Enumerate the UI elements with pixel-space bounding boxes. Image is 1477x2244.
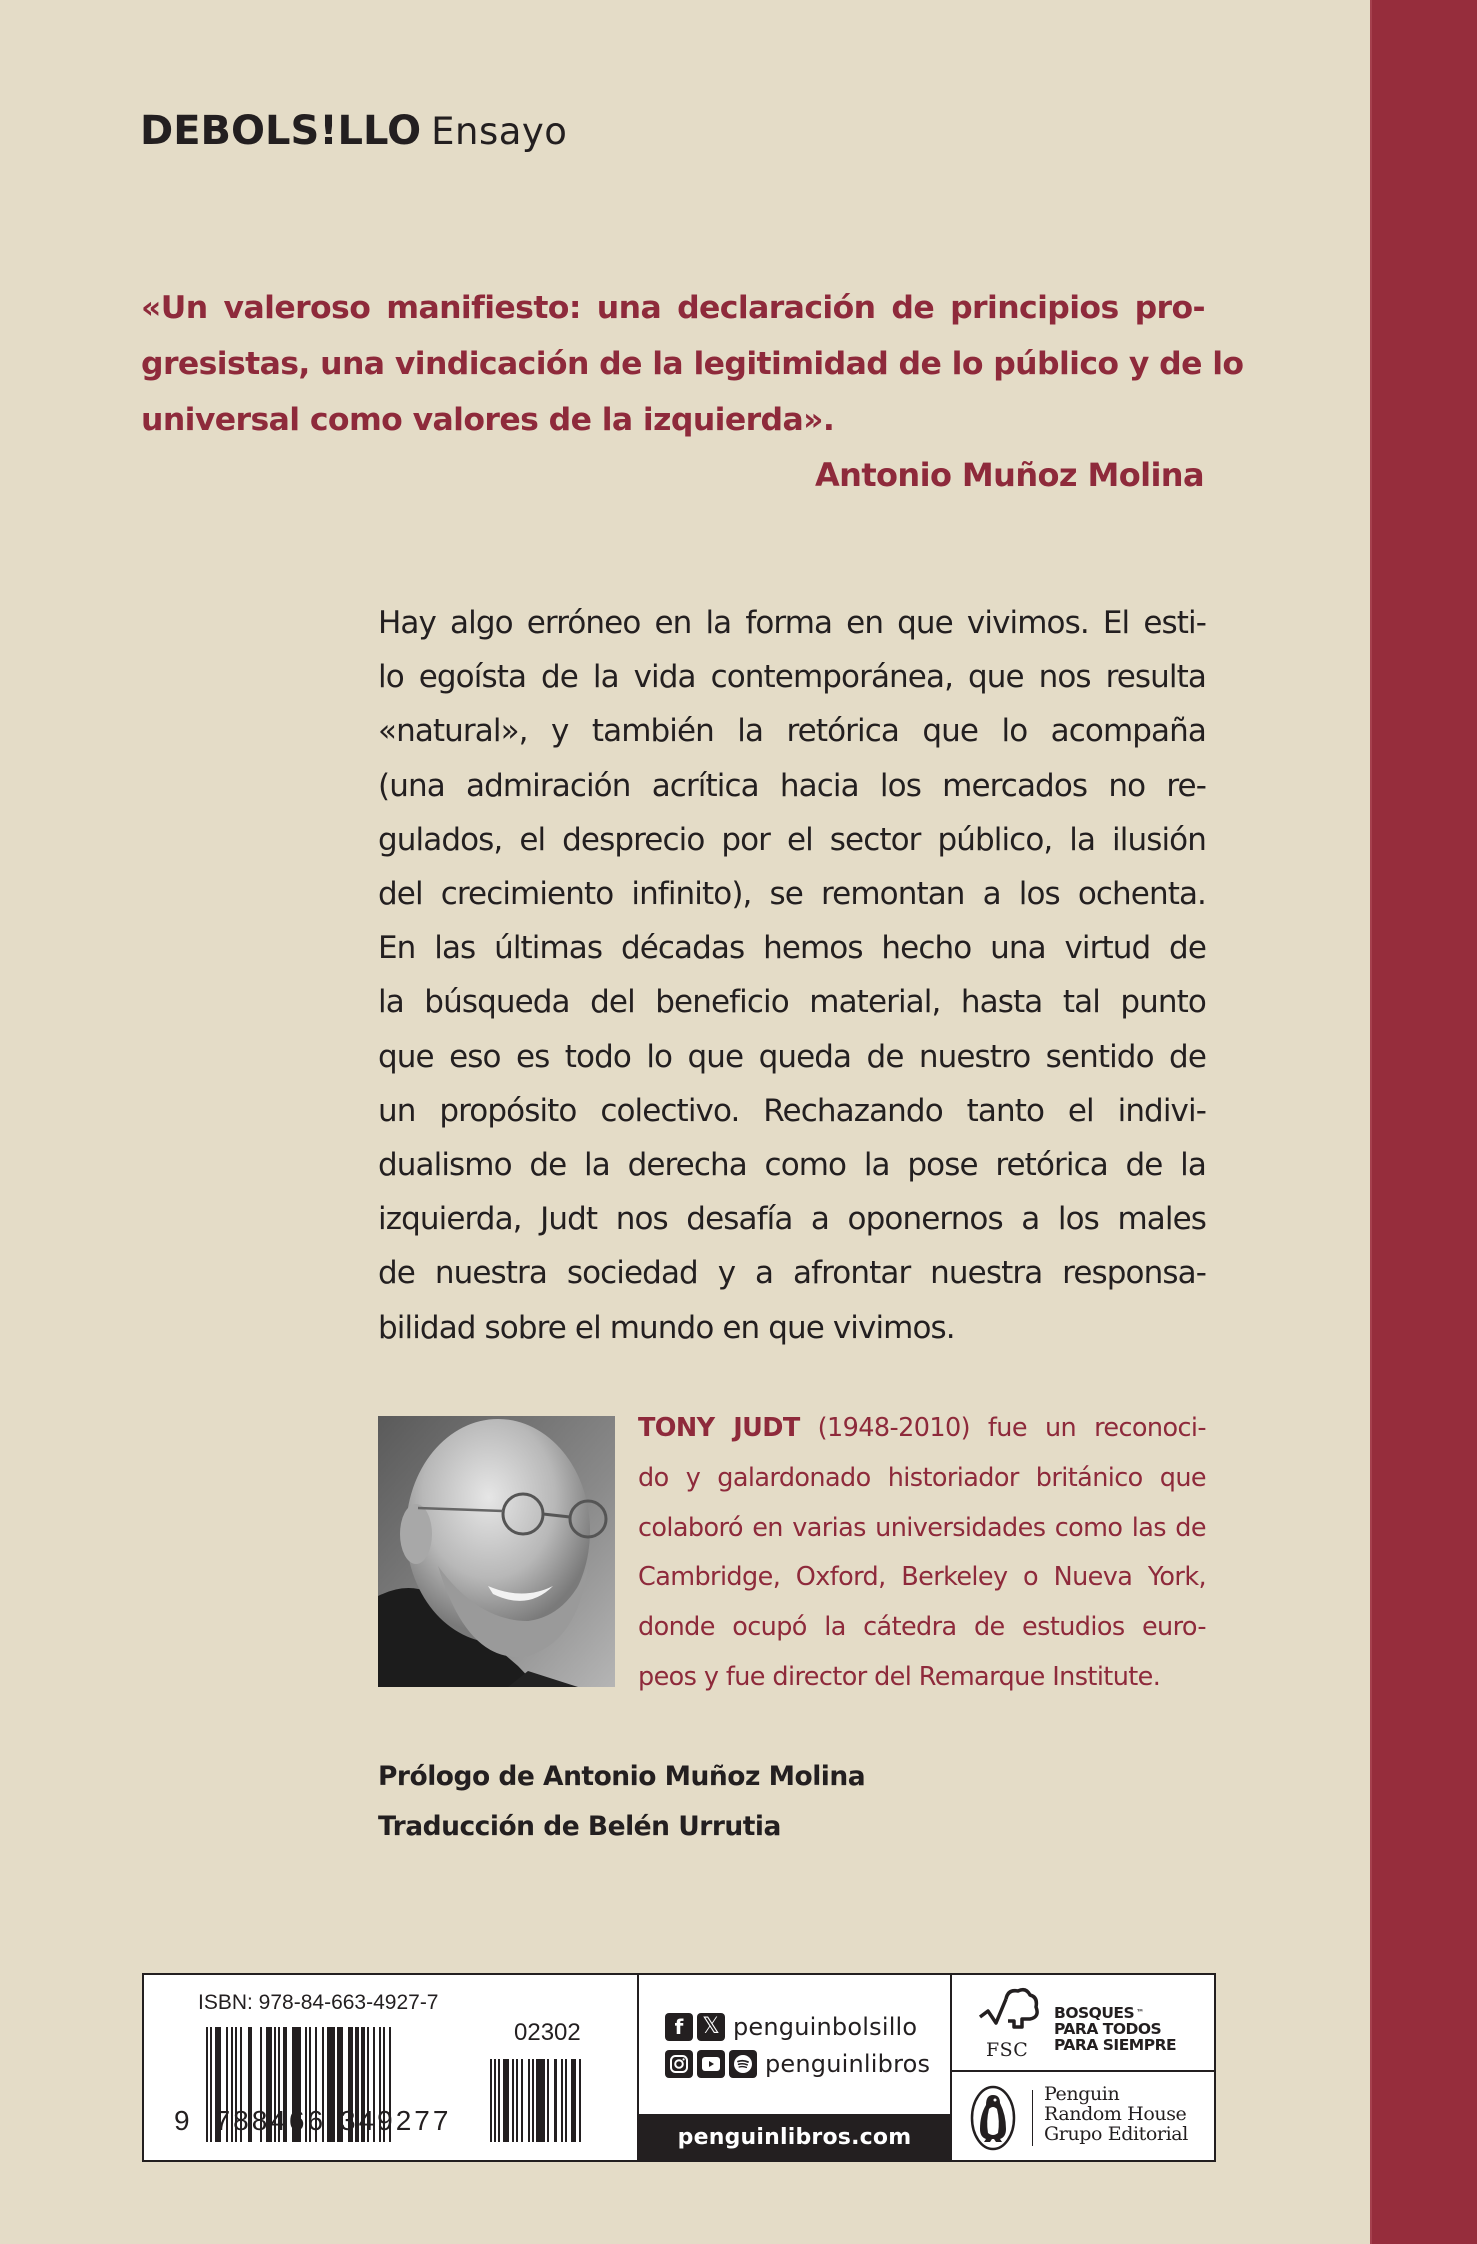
synopsis-line: de nuestra sociedad y a afrontar nuestra responsa- <box>378 1255 1206 1292</box>
social-handle-libros[interactable]: penguinlibros <box>765 2050 931 2078</box>
synopsis-line: bilidad sobre el mundo en que vivimos. <box>378 1309 955 1346</box>
author-portrait-image <box>378 1416 615 1687</box>
prologue-credit: Prólogo de Antonio Muñoz Molina <box>378 1761 866 1792</box>
addon-code: 02302 <box>514 2019 581 2046</box>
quote-line: gresistas, una vindicación de la legitimidad de lo público y de lo <box>141 346 1244 382</box>
isbn-label: ISBN: 978-84-663-4927-7 <box>198 1991 439 2014</box>
isbn-first-digit: 9 <box>174 2105 193 2136</box>
synopsis-line: lo egoísta de la vida contemporánea, que nos resulta <box>378 659 1206 696</box>
blurb-quote <box>141 280 1244 448</box>
bio-line: Cambridge, Oxford, Berkeley o Nueva York, <box>638 1562 1206 1593</box>
isbn-group-1: 788466 <box>214 2105 327 2136</box>
book-spine-stripe <box>1370 0 1477 2244</box>
synopsis-line: (una admiración acrítica hacia los mercados no re- <box>378 767 1206 804</box>
fsc-tree-icon <box>978 1987 1044 2039</box>
website-link[interactable]: penguinlibros.com <box>639 2114 950 2160</box>
author-bio <box>638 1404 1206 1703</box>
bio-line: colaboró en varias universidades como las de <box>638 1512 1206 1543</box>
synopsis-line: En las últimas décadas hemos hecho una virtud de <box>378 930 1206 967</box>
back-cover-info-box <box>142 1973 1216 2162</box>
fsc-slogan-line: PARA SIEMPRE <box>1054 2036 1177 2054</box>
bio-line: do y galardonado historiador británico que <box>638 1462 1206 1493</box>
quote-line: universal como valores de la izquierda». <box>141 402 835 438</box>
fsc-certification <box>952 1975 1214 2072</box>
logos-panel <box>952 1975 1214 2160</box>
publisher-name-line: Grupo Editorial <box>1044 2123 1188 2145</box>
quote-line: «Un valeroso manifiesto: una declaración de principios pro- <box>141 290 1205 326</box>
synopsis-line: que eso es todo lo que queda de nuestro sentido de <box>378 1038 1206 1075</box>
fsc-slogan-line: BOSQUES <box>1054 2004 1135 2022</box>
collection-label: Ensayo <box>431 110 568 153</box>
instagram-icon[interactable] <box>665 2050 693 2078</box>
social-handle-bolsillo[interactable]: penguinbolsillo <box>733 2013 918 2041</box>
fsc-slogan-line: PARA TODOS <box>1054 2020 1162 2038</box>
synopsis-line: del crecimiento infinito), se remontan a los ochenta. <box>378 876 1206 913</box>
synopsis-line: izquierda, Judt nos desafía a oponernos a los males <box>378 1201 1206 1238</box>
bio-line: donde ocupó la cátedra de estudios euro- <box>638 1612 1206 1643</box>
publisher-name-line: Random House <box>1044 2103 1187 2125</box>
fsc-slogan <box>1054 2005 1176 2053</box>
social-panel <box>639 1975 952 2160</box>
publisher-logo <box>952 2072 1214 2160</box>
social-row-libros <box>665 2050 930 2078</box>
publisher-name <box>1044 2084 1188 2144</box>
credits <box>378 1752 865 1852</box>
penguin-icon <box>970 2085 1016 2151</box>
translation-credit: Traducción de Belén Urrutia <box>378 1811 781 1842</box>
youtube-icon[interactable] <box>697 2050 725 2078</box>
fsc-label: FSC <box>986 2039 1029 2061</box>
x-icon[interactable]: 𝕏 <box>697 2013 725 2041</box>
author-name: TONY JUDT <box>638 1413 800 1443</box>
synopsis-line: dualismo de la derecha como la pose retórica de la <box>378 1147 1206 1184</box>
bio-line: peos y fue director del Remarque Institute. <box>638 1661 1161 1692</box>
synopsis-line: gulados, el desprecio por el sector público, la ilusión <box>378 821 1206 858</box>
synopsis-line: la búsqueda del beneficio material, hasta tal punto <box>378 984 1206 1021</box>
synopsis-line: un propósito colectivo. Rechazando tanto el indivi- <box>378 1092 1206 1129</box>
social-row-bolsillo <box>665 2013 917 2041</box>
imprint-logo: DEBOLS!LLO <box>140 108 422 154</box>
synopsis-line: «natural», y también la retórica que lo acompaña <box>378 713 1206 750</box>
isbn-digits <box>174 2105 451 2137</box>
trademark-mark: ™ <box>1136 2008 1144 2017</box>
publisher-brand <box>140 108 567 154</box>
bio-line: (1948-2010) fue un reconoci- <box>799 1413 1206 1443</box>
barcode-panel <box>144 1975 639 2160</box>
quote-attribution: Antonio Muñoz Molina <box>814 456 1204 494</box>
addon-barcode <box>490 2059 583 2142</box>
publisher-logo-divider <box>1032 2090 1033 2146</box>
synopsis-line: Hay algo erróneo en la forma en que vivimos. El esti- <box>378 605 1206 641</box>
isbn-group-2: 349277 <box>340 2105 452 2136</box>
facebook-icon[interactable]: f <box>665 2013 693 2041</box>
synopsis <box>378 596 1206 1355</box>
publisher-name-line: Penguin <box>1044 2083 1120 2105</box>
spotify-icon[interactable] <box>729 2050 757 2078</box>
author-photo <box>378 1416 615 1687</box>
